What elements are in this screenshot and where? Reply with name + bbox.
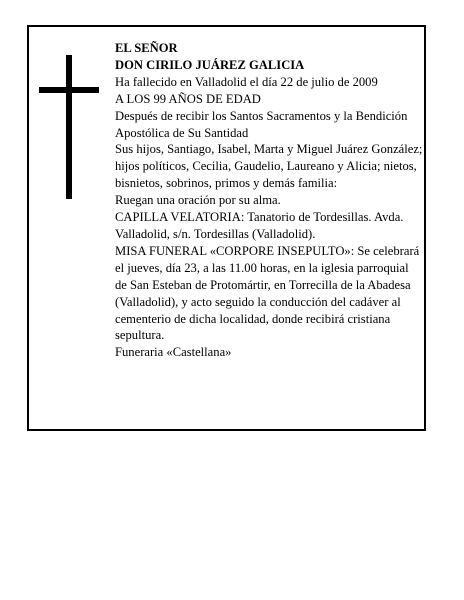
prayer-request: Ruegan una oración por su alma.: [115, 193, 281, 208]
family-paragraph: Sus hijos, Santiago, Isabel, Marta y Miguel Juárez González; hijos políticos, Cecilia, Gaudelio, Laureano y Alicia; nietos, bisnietos, sobrinos, primos y demás familia:: [115, 142, 423, 191]
obituary-notice: [27, 25, 426, 431]
chapel-info: CAPILLA VELATORIA: Tanatorio de Tordesillas. Avda. Valladolid, s/n. Tordesillas (Valladolid).: [115, 210, 404, 241]
death-date-line: Ha fallecido en Valladolid el día 22 de julio de 2009: [115, 74, 378, 89]
cross-horizontal-bar: [39, 87, 99, 93]
age-line: A LOS 99 AÑOS DE EDAD: [115, 91, 261, 106]
funeral-home: Funeraria «Castellana»: [115, 345, 232, 360]
cross-vertical-bar: [66, 55, 72, 199]
cross-icon: [39, 55, 99, 199]
deceased-name: DON CIRILO JUÁREZ GALICIA: [115, 57, 305, 72]
sacraments-line: Después de recibir los Santos Sacramentos y la Bendición Apostólica de Su Santidad: [115, 108, 408, 140]
notice-title-line1: EL SEÑOR: [115, 41, 178, 55]
funeral-mass-info: MISA FUNERAL «CORPORE INSEPULTO»: Se celebrará el jueves, día 23, a las 11.00 horas, en la iglesia parroquial de San Esteban de Protomártir, en Torrecilla de la Abadesa (Valladolid), y acto seguido la conducción del cadáver al cementerio de dicha localidad, donde recibirá cristiana sepultura.: [115, 243, 420, 343]
notice-text: [115, 40, 423, 361]
